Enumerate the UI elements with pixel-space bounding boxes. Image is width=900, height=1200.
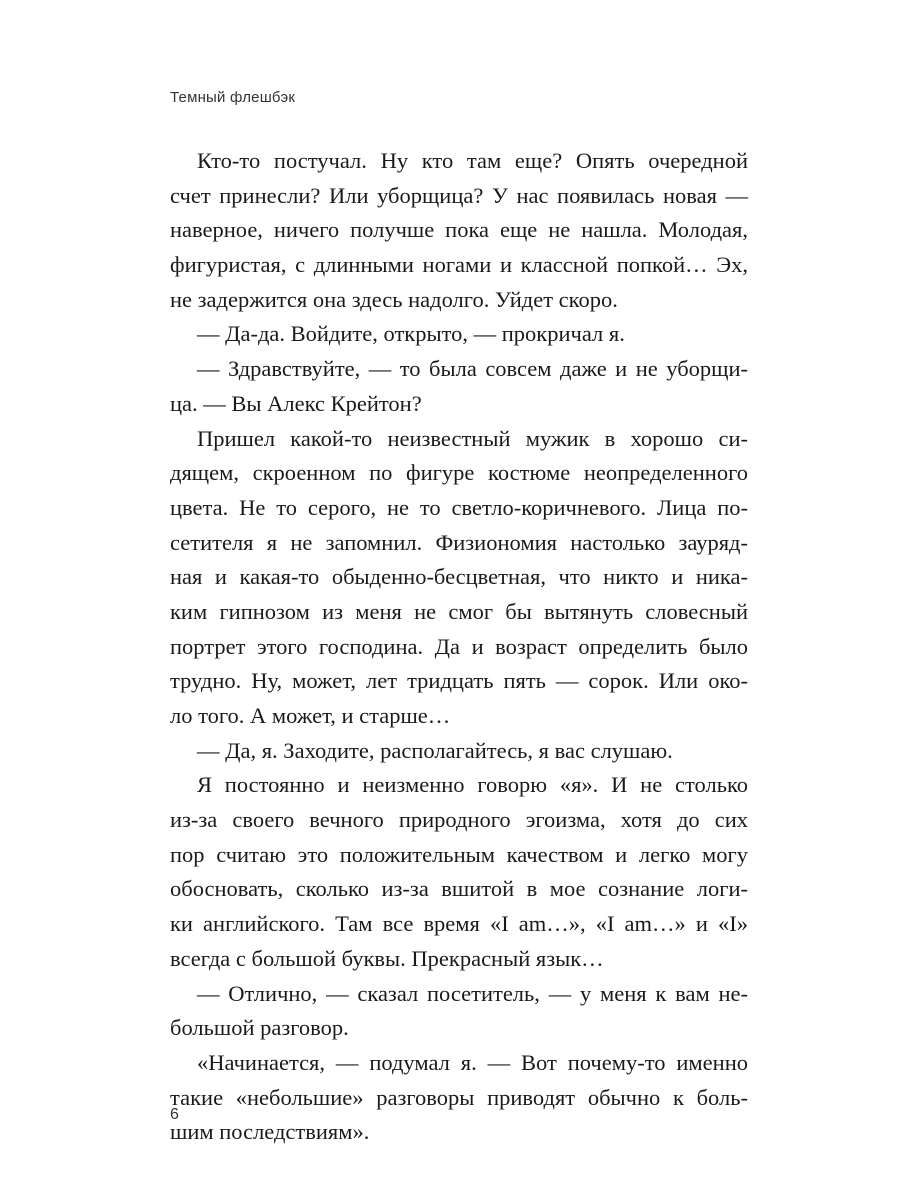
text-line: пор считаю это положительным качеством и легко могу: [170, 841, 748, 867]
text-line: ца. — Вы Алекс Крейтон?: [170, 390, 422, 416]
running-header: Темный флешбэк: [170, 89, 296, 106]
text-line: ки английского. Там все время «I am…», «I am…» и «I»: [170, 911, 748, 937]
text-line: наверное, ничего получше пока еще не нашла. Молодая,: [170, 217, 748, 243]
text-line: — Да, я. Заходите, располагайтесь, я вас слушаю.: [197, 737, 673, 763]
page-number: 6: [170, 1106, 179, 1123]
text-line: — Здравствуйте, — то была совсем даже и не уборщи-: [197, 356, 748, 382]
body-text: [170, 144, 748, 1150]
text-line: Кто-то постучал. Ну кто там еще? Опять очередной: [197, 148, 748, 173]
text-line: из-за своего вечного природного эгоизма, хотя до сих: [170, 807, 748, 833]
text-line: всегда с большой буквы. Прекрасный язык…: [170, 945, 604, 971]
text-line: не задержится она здесь надолго. Уйдет скоро.: [170, 286, 618, 312]
text-line: ло того. А может, и старше…: [170, 703, 451, 728]
text-line: «Начинается, — подумал я. — Вот почему-то именно: [197, 1049, 748, 1075]
text-line: большой разговор.: [170, 1015, 349, 1041]
text-line: шим последствиям».: [170, 1119, 370, 1145]
text-line: — Да-да. Войдите, открыто, — прокричал я.: [197, 321, 625, 347]
text-line: портрет этого господина. Да и возраст определить было: [170, 633, 748, 659]
text-line: сетителя я не запомнил. Физиономия настолько зауряд-: [170, 529, 748, 555]
text-line: — Отлично, — сказал посетитель, — у меня к вам не-: [197, 980, 748, 1006]
text-line: такие «небольшие» разговоры приводят обычно к боль-: [170, 1084, 748, 1110]
text-line: счет принесли? Или уборщица? У нас появилась новая —: [170, 182, 748, 208]
text-line: фигуристая, с длинными ногами и классной попкой… Эх,: [170, 252, 748, 278]
text-line: цвета. Не то серого, не то светло-коричневого. Лица по-: [170, 494, 748, 520]
text-line: обосновать, сколько из-за вшитой в мое сознание логи-: [170, 876, 748, 902]
text-line: трудно. Ну, может, лет тридцать пять — сорок. Или око-: [170, 668, 748, 694]
text-line: Я постоянно и неизменно говорю «я». И не столько: [197, 772, 748, 798]
text-line: Пришел какой-то неизвестный мужик в хорошо си-: [197, 425, 748, 451]
text-line: дящем, скроенном по фигуре костюме неопределенного: [170, 460, 748, 486]
text-line: ная и какая-то обыденно-бесцветная, что никто и ника-: [170, 564, 748, 590]
text-line: ким гипнозом из меня не смог бы вытянуть словесный: [170, 598, 748, 624]
